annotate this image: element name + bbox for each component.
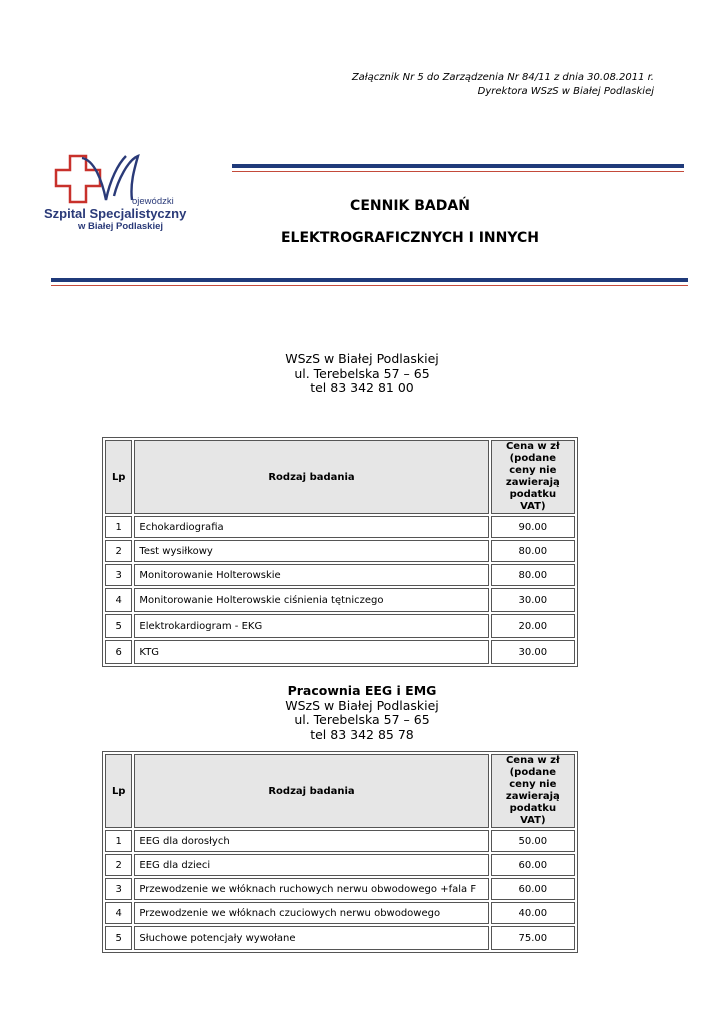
row-name: Przewodzenie we włóknach czuciowych nerwu obwodowego — [134, 902, 488, 924]
row-name: Monitorowanie Holterowskie — [134, 564, 488, 586]
row-price: 80.00 — [491, 564, 575, 586]
page-title-line-2: ELEKTROGRAFICZNYCH I INNYCH — [280, 230, 539, 246]
section1-address-line: tel 83 342 81 00 — [310, 380, 414, 395]
row-price: 60.00 — [491, 854, 575, 876]
row-price: 75.00 — [491, 926, 575, 950]
column-header-price — [491, 440, 575, 514]
table-row — [105, 516, 575, 538]
price-table-1 — [102, 437, 578, 667]
logo-line-3: w Białej Podlaskiej — [78, 221, 164, 232]
table-row — [105, 854, 575, 876]
row-price: 90.00 — [491, 516, 575, 538]
table-row — [105, 926, 575, 950]
section2-address — [162, 684, 562, 742]
hospital-logo — [42, 150, 202, 240]
row-lp: 5 — [105, 926, 132, 950]
row-lp: 1 — [105, 830, 132, 852]
row-price: 60.00 — [491, 878, 575, 900]
row-lp: 4 — [105, 902, 132, 924]
section2-address-line: WSzS w Białej Podlaskiej — [285, 697, 439, 713]
table-row — [105, 588, 575, 612]
column-header-lp: Lp — [105, 754, 132, 828]
page-title-line-1: CENNIK BADAŃ — [350, 198, 470, 214]
row-lp: 2 — [105, 854, 132, 876]
section2-address-line: ul. Terebelska 57 – 65 — [294, 712, 430, 727]
annex-line-2: Dyrektora WSzS w Białej Podlaskiej — [477, 86, 654, 97]
header-rule-bottom — [51, 278, 688, 286]
row-name: Test wysiłkowy — [134, 540, 488, 562]
row-name: EEG dla dzieci — [134, 854, 488, 876]
logo-line-2: Szpital Specjalistyczny — [44, 206, 187, 221]
table-row — [105, 902, 575, 924]
logo-line-1: ojewódzki — [132, 196, 174, 207]
table-row — [105, 540, 575, 562]
section1-address — [162, 352, 562, 396]
row-lp: 1 — [105, 516, 132, 538]
logo-cross-icon — [42, 150, 202, 210]
row-name: Elektrokardiogram - EKG — [134, 614, 488, 638]
row-price: 40.00 — [491, 902, 575, 924]
price-header-label: Cena w zł — [505, 441, 560, 452]
table-row — [105, 830, 575, 852]
row-name: Echokardiografia — [134, 516, 488, 538]
row-lp: 5 — [105, 614, 132, 638]
price-header-note: (podane ceny nie zawierają podatku VAT) — [505, 453, 560, 512]
section2-heading: Pracownia EEG i EMG — [287, 683, 437, 698]
row-price: 30.00 — [491, 640, 575, 664]
table-row — [105, 878, 575, 900]
section1-address-line: ul. Terebelska 57 – 65 — [294, 365, 430, 381]
row-lp: 2 — [105, 540, 132, 562]
price-table-2 — [102, 751, 578, 953]
row-name: KTG — [134, 640, 488, 664]
annex-note — [352, 71, 654, 99]
column-header-price — [491, 754, 575, 828]
section2-address-line: tel 83 342 85 78 — [310, 726, 414, 742]
row-price: 30.00 — [491, 588, 575, 612]
section1-address-line: WSzS w Białej Podlaskiej — [285, 351, 439, 366]
annex-line-1: Załącznik Nr 5 do Zarządzenia Nr 84/11 z dnia 30.08.2011 r. — [351, 72, 654, 83]
column-header-lp: Lp — [105, 440, 132, 514]
column-header-name: Rodzaj badania — [134, 440, 488, 514]
table-row — [105, 564, 575, 586]
column-header-name: Rodzaj badania — [134, 754, 488, 828]
table-row — [105, 614, 575, 638]
row-lp: 6 — [105, 640, 132, 664]
price-header-note: (podane ceny nie zawierają podatku VAT) — [505, 767, 560, 826]
row-name: EEG dla dorosłych — [134, 830, 488, 852]
row-name: Przewodzenie we włóknach ruchowych nerwu obwodowego +fala F — [134, 878, 488, 900]
table-header-row — [105, 754, 575, 828]
row-price: 50.00 — [491, 830, 575, 852]
table-header-row — [105, 440, 575, 514]
row-price: 20.00 — [491, 614, 575, 638]
row-lp: 4 — [105, 588, 132, 612]
row-lp: 3 — [105, 878, 132, 900]
price-header-label: Cena w zł — [505, 755, 560, 766]
row-name: Słuchowe potencjały wywołane — [134, 926, 488, 950]
table-row — [105, 640, 575, 664]
header-rule-top — [232, 164, 684, 172]
row-price: 80.00 — [491, 540, 575, 562]
row-lp: 3 — [105, 564, 132, 586]
row-name: Monitorowanie Holterowskie ciśnienia tętniczego — [134, 588, 488, 612]
